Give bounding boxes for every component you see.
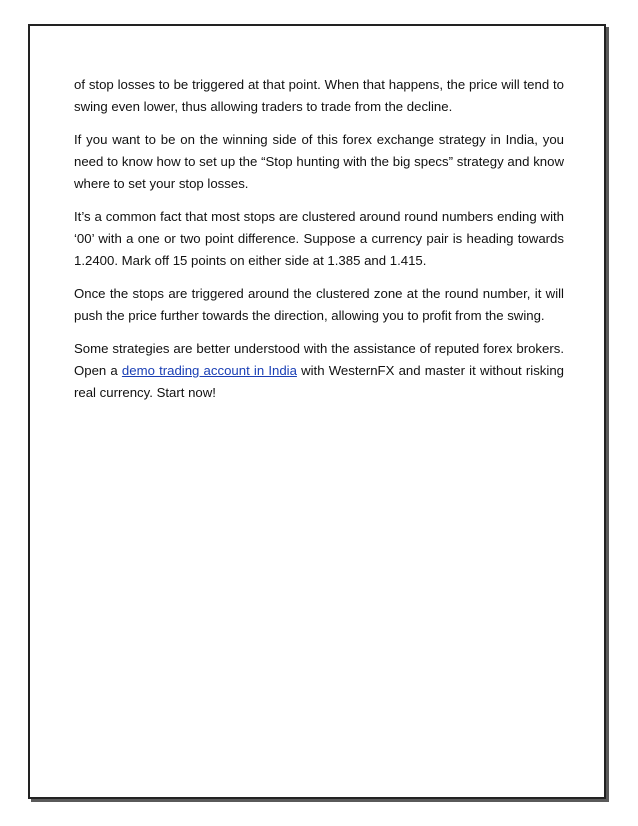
paragraph-stop-losses: of stop losses to be triggered at that point. When that happens, the price will tend to swing even lower, thus allowing traders to trade from the decline. (74, 77, 564, 114)
paragraph-winning-side: If you want to be on the winning side of this forex exchange strategy in India, you need to know how to set up the “Stop hunting with the big specs” strategy and know where to set your stop losses. (74, 132, 564, 191)
document-body (74, 74, 564, 415)
brokers-text-before: Some strategies are better understood with the assistance of reputed forex brokers. Open a (74, 341, 564, 378)
brokers-text-after: with WesternFX and master it without risking real currency. Start now! (74, 363, 564, 400)
demo-account-link[interactable]: demo trading account in India (121, 363, 297, 378)
paragraph-round-numbers: It’s a common fact that most stops are clustered around round numbers ending with ‘00’ with a one or two point difference. Suppose a currency pair is heading towards 1.2400. Mark off 15 points on either side at 1.385 and 1.415. (74, 209, 564, 268)
paragraph-brokers (74, 338, 564, 404)
paragraph-stops-triggered: Once the stops are triggered around the clustered zone at the round number, it will push the price further towards the direction, allowing you to profit from the swing. (74, 286, 564, 323)
